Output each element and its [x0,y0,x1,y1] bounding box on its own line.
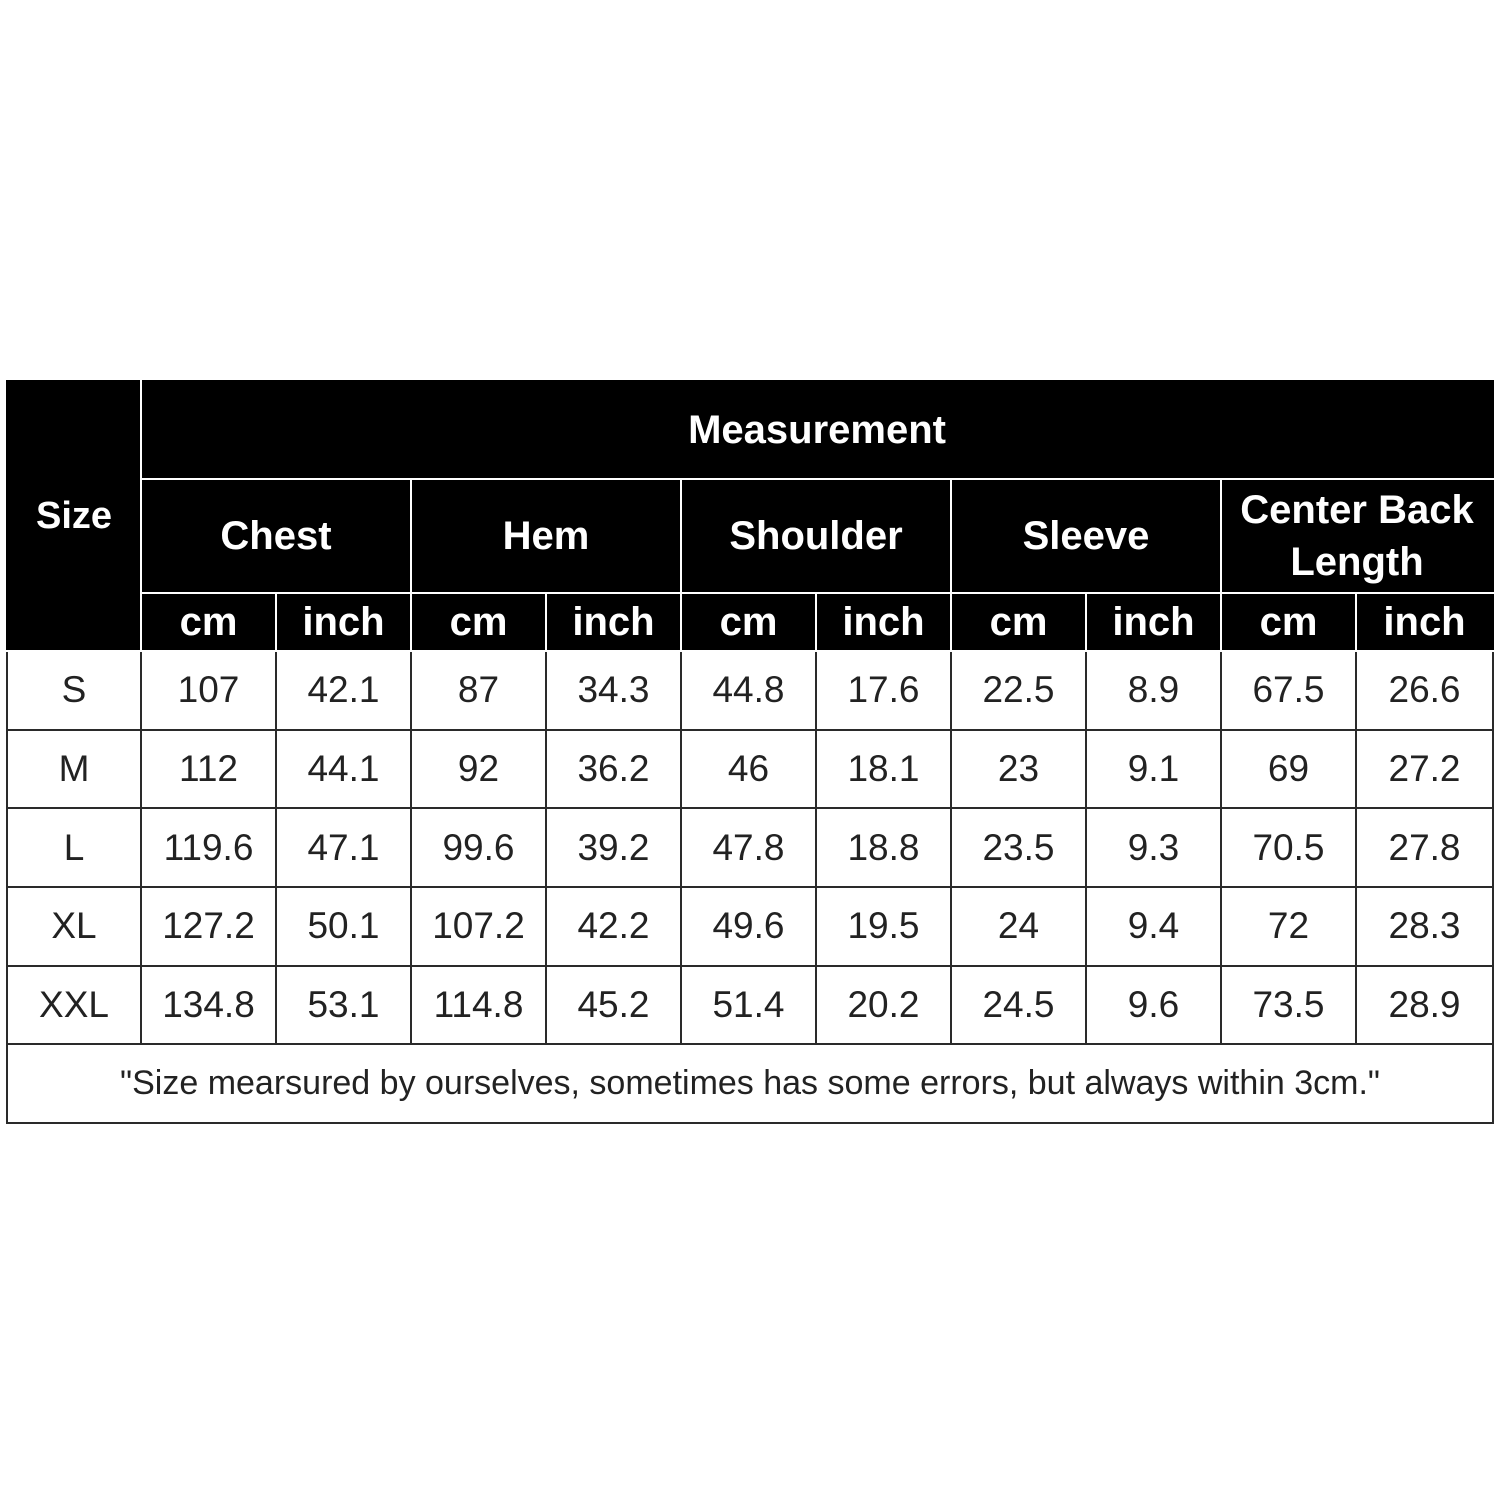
value-cell: 70.5 [1221,808,1356,887]
value-cell: 9.6 [1086,966,1221,1045]
value-cell: 107.2 [411,887,546,966]
size-cell: XXL [7,966,141,1045]
measurement-note: "Size mearsured by ourselves, sometimes has some errors, but always within 3cm." [7,1044,1493,1123]
value-cell: 24 [951,887,1086,966]
measurement-header: Measurement [141,381,1493,479]
value-cell: 34.3 [546,651,681,730]
size-column-header: Size [7,381,141,651]
value-cell: 73.5 [1221,966,1356,1045]
value-cell: 9.4 [1086,887,1221,966]
value-cell: 26.6 [1356,651,1493,730]
unit-header: inch [1356,593,1493,651]
note-row [7,1044,1493,1123]
value-cell: 112 [141,730,276,809]
value-cell: 69 [1221,730,1356,809]
size-cell: L [7,808,141,887]
value-cell: 18.1 [816,730,951,809]
unit-header: cm [411,593,546,651]
value-cell: 45.2 [546,966,681,1045]
group-header-sleeve: Sleeve [951,479,1221,593]
value-cell: 28.3 [1356,887,1493,966]
value-cell: 19.5 [816,887,951,966]
value-cell: 92 [411,730,546,809]
value-cell: 22.5 [951,651,1086,730]
table-row-s [7,651,1493,730]
group-header-hem: Hem [411,479,681,593]
value-cell: 42.1 [276,651,411,730]
value-cell: 8.9 [1086,651,1221,730]
value-cell: 24.5 [951,966,1086,1045]
value-cell: 99.6 [411,808,546,887]
table-row-l [7,808,1493,887]
header-row-groups [7,479,1493,593]
value-cell: 134.8 [141,966,276,1045]
value-cell: 51.4 [681,966,816,1045]
table-row-xl [7,887,1493,966]
value-cell: 107 [141,651,276,730]
unit-header: inch [276,593,411,651]
size-cell: M [7,730,141,809]
size-chart-table [6,380,1494,1124]
group-header-chest: Chest [141,479,411,593]
unit-header: cm [141,593,276,651]
value-cell: 9.3 [1086,808,1221,887]
value-cell: 39.2 [546,808,681,887]
value-cell: 20.2 [816,966,951,1045]
value-cell: 18.8 [816,808,951,887]
size-cell: XL [7,887,141,966]
unit-header: inch [816,593,951,651]
group-header-center-back-length: Center Back Length [1221,479,1493,593]
unit-header: inch [546,593,681,651]
value-cell: 28.9 [1356,966,1493,1045]
header-row-units [7,593,1493,651]
value-cell: 72 [1221,887,1356,966]
value-cell: 9.1 [1086,730,1221,809]
value-cell: 119.6 [141,808,276,887]
value-cell: 127.2 [141,887,276,966]
value-cell: 36.2 [546,730,681,809]
value-cell: 67.5 [1221,651,1356,730]
value-cell: 47.8 [681,808,816,887]
unit-header: inch [1086,593,1221,651]
size-cell: S [7,651,141,730]
value-cell: 53.1 [276,966,411,1045]
table-row-m [7,730,1493,809]
unit-header: cm [951,593,1086,651]
value-cell: 23.5 [951,808,1086,887]
value-cell: 50.1 [276,887,411,966]
value-cell: 27.2 [1356,730,1493,809]
unit-header: cm [681,593,816,651]
table-row-xxl [7,966,1493,1045]
group-header-shoulder: Shoulder [681,479,951,593]
value-cell: 23 [951,730,1086,809]
value-cell: 87 [411,651,546,730]
value-cell: 27.8 [1356,808,1493,887]
value-cell: 42.2 [546,887,681,966]
value-cell: 44.1 [276,730,411,809]
value-cell: 49.6 [681,887,816,966]
value-cell: 114.8 [411,966,546,1045]
value-cell: 17.6 [816,651,951,730]
value-cell: 46 [681,730,816,809]
value-cell: 47.1 [276,808,411,887]
unit-header: cm [1221,593,1356,651]
value-cell: 44.8 [681,651,816,730]
header-row-measurement [7,381,1493,479]
